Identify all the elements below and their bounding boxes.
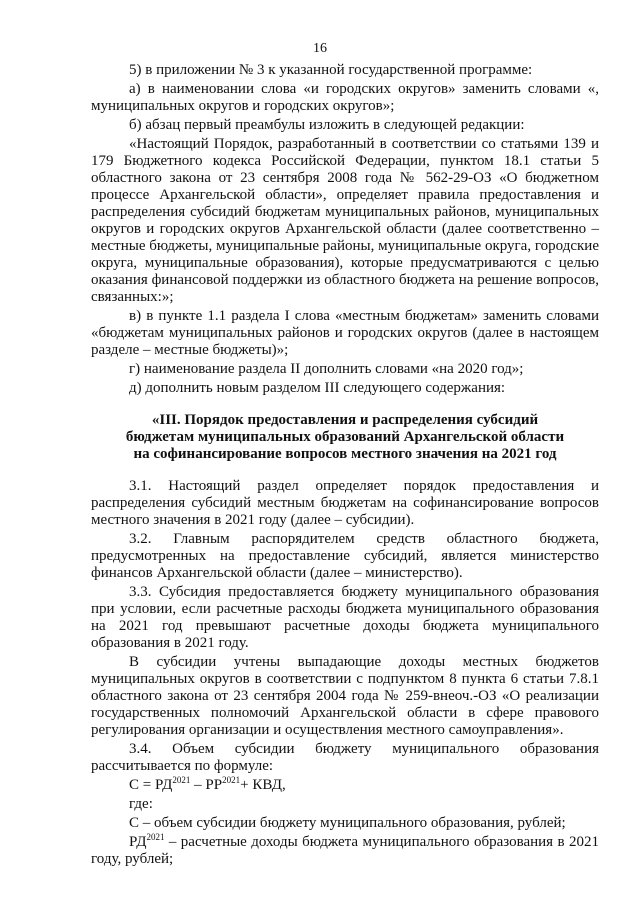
paragraph: г) наименование раздела II дополнить словами «на 2020 год»;: [129, 361, 524, 377]
paragraph: В субсидии учтены выпадающие доходы местных бюджетов муниципальных округов в соответствии с подпунктом 8 пункта 6 статьи 7.8.1 областного закона от 23 сентября 2004 года № 259-внеоч.-ОЗ «О реализации государственных полномочий Архангельской области в сфере правового регулирования организации и осуществления местного самоуправления».: [91, 654, 599, 738]
symbol-superscript: 2021: [146, 832, 165, 842]
document-body: [91, 62, 599, 868]
paragraph: 3.2. Главным распорядителем средств областного бюджета, предусмотренных на предоставление субсидий, является министерство финансов Архангельской области (далее – министерство).: [91, 531, 599, 581]
heading-line: «III. Порядок предоставления и распределения субсидий: [151, 412, 539, 428]
heading-line: бюджетам муниципальных образований Архангельской области: [125, 429, 565, 445]
definition-c: С – объем субсидии бюджету муниципального образования, рублей;: [129, 815, 566, 831]
section-heading: [91, 412, 599, 463]
paragraph: д) дополнить новым разделом III следующего содержания:: [129, 380, 506, 396]
symbol: РД: [129, 834, 147, 850]
formula-superscript: 2021: [172, 775, 191, 785]
page-number: 16: [313, 41, 327, 56]
formula-part: + КВД,: [240, 777, 286, 793]
formula-part: С = РД: [129, 777, 173, 793]
definition-rd: [91, 834, 599, 868]
paragraph: 3.4. Объем субсидии бюджету муниципального образования рассчитывается по формуле:: [91, 741, 599, 774]
formula-superscript: 2021: [222, 775, 241, 785]
paragraph: б) абзац первый преамбулы изложить в следующей редакции:: [129, 117, 525, 133]
where-label: где:: [129, 796, 153, 812]
paragraph: 3.1. Настоящий раздел определяет порядок предоставления и распределения субсидий местным бюджетам на софинансирование вопросов местного значения в 2021 году (далее – субсидии).: [91, 478, 599, 528]
heading-line: на софинансирование вопросов местного значения на 2021 год: [133, 446, 557, 462]
paragraph: 3.3. Субсидия предоставляется бюджету муниципального образования при условии, если расчетные расходы бюджета муниципального образования на 2021 год превышают расчетные доходы бюджета муниципального образования в 2021 году.: [91, 584, 599, 651]
paragraph: «Настоящий Порядок, разработанный в соответствии со статьями 139 и 179 Бюджетного кодекса Российской Федерации, пунктом 18.1 статьи 5 областного закона от 23 сентября 2008 года № 562-29-ОЗ «О бюджетном процессе Архангельской области», определяет правила предоставления и распределения субсидий бюджетам муниципальных районов, муниципальных округов и городских округов Архангельской области (далее соответственно – местные бюджеты, муниципальные районы, муниципальные округа, городские округа, муниципальные образования), которые предусматриваются с целью оказания финансовой поддержки из областного бюджета на решение вопросов, связанных:»;: [91, 136, 599, 305]
formula-part: – РР: [190, 777, 223, 793]
paragraph: а) в наименовании слова «и городских округов» заменить словами «, муниципальных округов и городских округов»;: [91, 81, 599, 114]
paragraph: 5) в приложении № 3 к указанной государственной программе:: [129, 62, 533, 78]
definition-text: – расчетные доходы бюджета муниципального образования в 2021 году, рублей;: [91, 834, 599, 867]
formula: [91, 777, 599, 794]
paragraph: в) в пункте 1.1 раздела I слова «местным бюджетам» заменить словами «бюджетам муниципальных районов и городских округов (далее в настоящем разделе – местные бюджеты)»;: [91, 308, 599, 358]
